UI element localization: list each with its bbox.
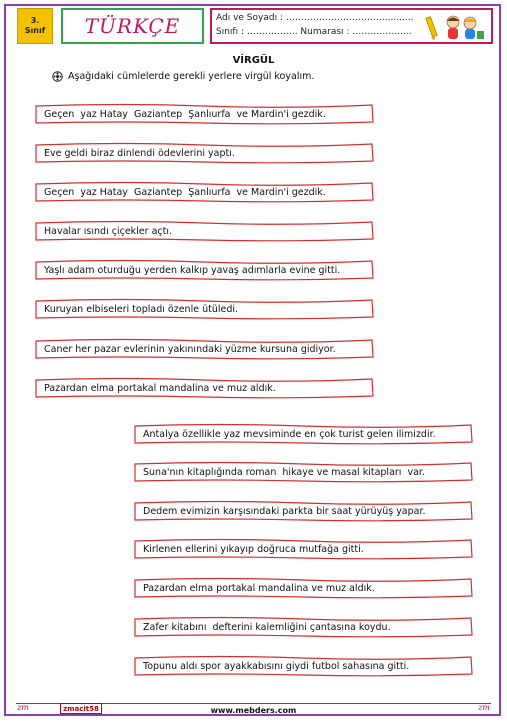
sentence-text: Antalya özellikle yaz mevsiminde en çok turist gelen ilimizdir. (143, 428, 436, 440)
instruction-line (52, 71, 314, 82)
flower-icon (52, 71, 63, 82)
sentence-box[interactable] (34, 220, 374, 242)
sentence-box[interactable] (133, 616, 473, 638)
sentence-text: Geçen yaz Hatay Gaziantep Şanlıurfa ve Mardin'i gezdik. (44, 108, 326, 120)
sentence-box[interactable] (34, 142, 374, 164)
class-number-field[interactable]: Sınıfı : …………….. Numarası : ……………..... (216, 27, 412, 37)
student-info-box (210, 8, 493, 44)
name-field[interactable]: Adı ve Soyadı : …………………………….......... (216, 13, 414, 23)
sentence-text: Pazardan elma portakal mandalina ve muz aldık. (143, 582, 375, 594)
sentence-text: Geçen yaz Hatay Gaziantep Şanlıurfa ve Mardin'i gezdik. (44, 186, 326, 198)
corner-logo-left: zm (17, 702, 29, 712)
grade-label: Sınıf (24, 26, 46, 35)
sentence-text: Kuruyan elbiseleri topladı özenle ütüledi. (44, 303, 239, 315)
sentence-text: Caner her pazar evlerinin yakınındaki yüzme kursuna gidiyor. (44, 343, 336, 355)
sentence-text: Havalar ısındı çiçekler açtı. (44, 225, 173, 237)
subject-title-box (61, 8, 204, 44)
sentence-box[interactable] (34, 259, 374, 281)
sentence-box[interactable] (133, 655, 473, 677)
sentence-text: Yaşlı adam oturduğu yerden kalkıp yavaş adımlarla evine gitti. (44, 264, 341, 276)
sentence-box[interactable] (133, 500, 473, 522)
sentence-box[interactable] (34, 298, 374, 320)
sentence-box[interactable] (34, 338, 374, 360)
sentence-text: Zafer kitabını defterini kalemliğini çantasına koydu. (143, 621, 391, 633)
subject-title: TÜRKÇE (84, 14, 181, 38)
sentence-box[interactable] (34, 181, 374, 203)
sentence-text: Kirlenen ellerini yıkayıp doğruca mutfağa gitti. (143, 543, 364, 555)
sentence-box[interactable] (34, 103, 374, 125)
sentence-box[interactable] (133, 423, 473, 445)
sentence-box[interactable] (34, 377, 374, 399)
sentence-box[interactable] (133, 577, 473, 599)
author-badge: zmacit58 (60, 703, 102, 714)
sentence-box[interactable] (133, 538, 473, 560)
grade-number: 3. (30, 16, 40, 25)
children-illustration-icon (425, 13, 485, 41)
sentence-text: Pazardan elma portakal mandalina ve muz aldık. (44, 382, 276, 394)
sentence-text: Suna'nın kitaplığında roman hikaye ve masal kitapları var. (143, 466, 425, 478)
worksheet-title: VİRGÜL (232, 55, 275, 66)
corner-logo-right: zm (478, 702, 490, 712)
sentence-text: Eve geldi biraz dinlendi ödevlerini yaptı. (44, 147, 235, 159)
instruction-text: Aşağıdaki cümlelerde gerekli yerlere virgül koyalım. (68, 71, 315, 82)
sentence-text: Dedem evimizin karşısındaki parkta bir saat yürüyüş yapar. (143, 505, 426, 517)
grade-badge (17, 8, 53, 44)
sentence-box[interactable] (133, 461, 473, 483)
website-link[interactable]: www.mebders.com (210, 706, 297, 715)
sentence-text: Topunu aldı spor ayakkabısını giydi futbol sahasına gitti. (143, 660, 410, 672)
